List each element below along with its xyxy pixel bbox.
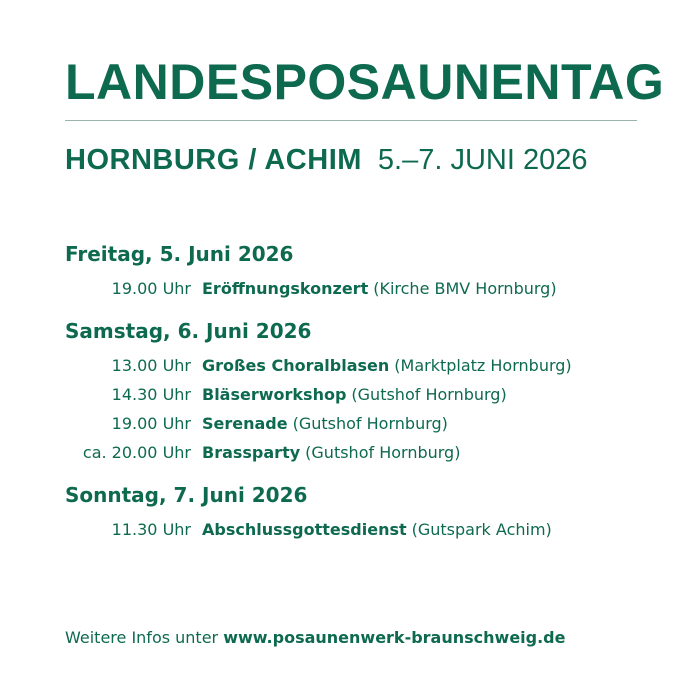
- day-section: [65, 240, 637, 303]
- event-name: Eröffnungskonzert: [202, 279, 369, 298]
- event-name: Bläserworkshop: [202, 385, 347, 404]
- event-location: (Gutshof Hornburg): [292, 414, 448, 433]
- event-name: Abschlussgottesdienst: [202, 520, 407, 539]
- day-heading: Samstag, 6. Juni 2026: [65, 319, 312, 343]
- event-row: [65, 438, 637, 467]
- event-time: 19.00 Uhr: [111, 279, 191, 298]
- event-name: Serenade: [202, 414, 288, 433]
- event-row: [65, 274, 637, 303]
- divider: [65, 120, 637, 121]
- website-link[interactable]: www.posaunenwerk-braunschweig.de: [223, 628, 566, 647]
- day-heading: Freitag, 5. Juni 2026: [65, 242, 294, 266]
- day-section: [65, 481, 637, 544]
- event-location: (Kirche BMV Hornburg): [373, 279, 557, 298]
- event-row: [65, 515, 637, 544]
- event-name: Großes Choralblasen: [202, 356, 390, 375]
- event-row: [65, 351, 637, 380]
- event-time: ca. 20.00 Uhr: [82, 443, 191, 462]
- event-location: (Gutshof Hornburg): [305, 443, 461, 462]
- event-location: (Gutshof Hornburg): [351, 385, 507, 404]
- footer: [65, 626, 565, 650]
- event-dates: 5.–7. JUNI 2026: [377, 144, 588, 176]
- subtitle: [65, 140, 637, 180]
- event-name: Brassparty: [202, 443, 301, 462]
- event-row: [65, 409, 637, 438]
- event-time: 14.30 Uhr: [111, 385, 191, 404]
- event-location: (Gutspark Achim): [411, 520, 552, 539]
- venue-names: HORNBURG / ACHIM: [65, 144, 362, 176]
- page-title: LANDESPOSAUNENTAG: [65, 54, 665, 110]
- event-row: [65, 380, 637, 409]
- event-time: 19.00 Uhr: [111, 414, 191, 433]
- day-heading: Sonntag, 7. Juni 2026: [65, 483, 308, 507]
- event-location: (Marktplatz Hornburg): [394, 356, 572, 375]
- footer-prefix: Weitere Infos unter: [65, 628, 219, 647]
- flyer: [65, 0, 665, 700]
- event-time: 13.00 Uhr: [111, 356, 191, 375]
- schedule: [65, 240, 637, 558]
- day-section: [65, 317, 637, 467]
- event-time: 11.30 Uhr: [111, 520, 191, 539]
